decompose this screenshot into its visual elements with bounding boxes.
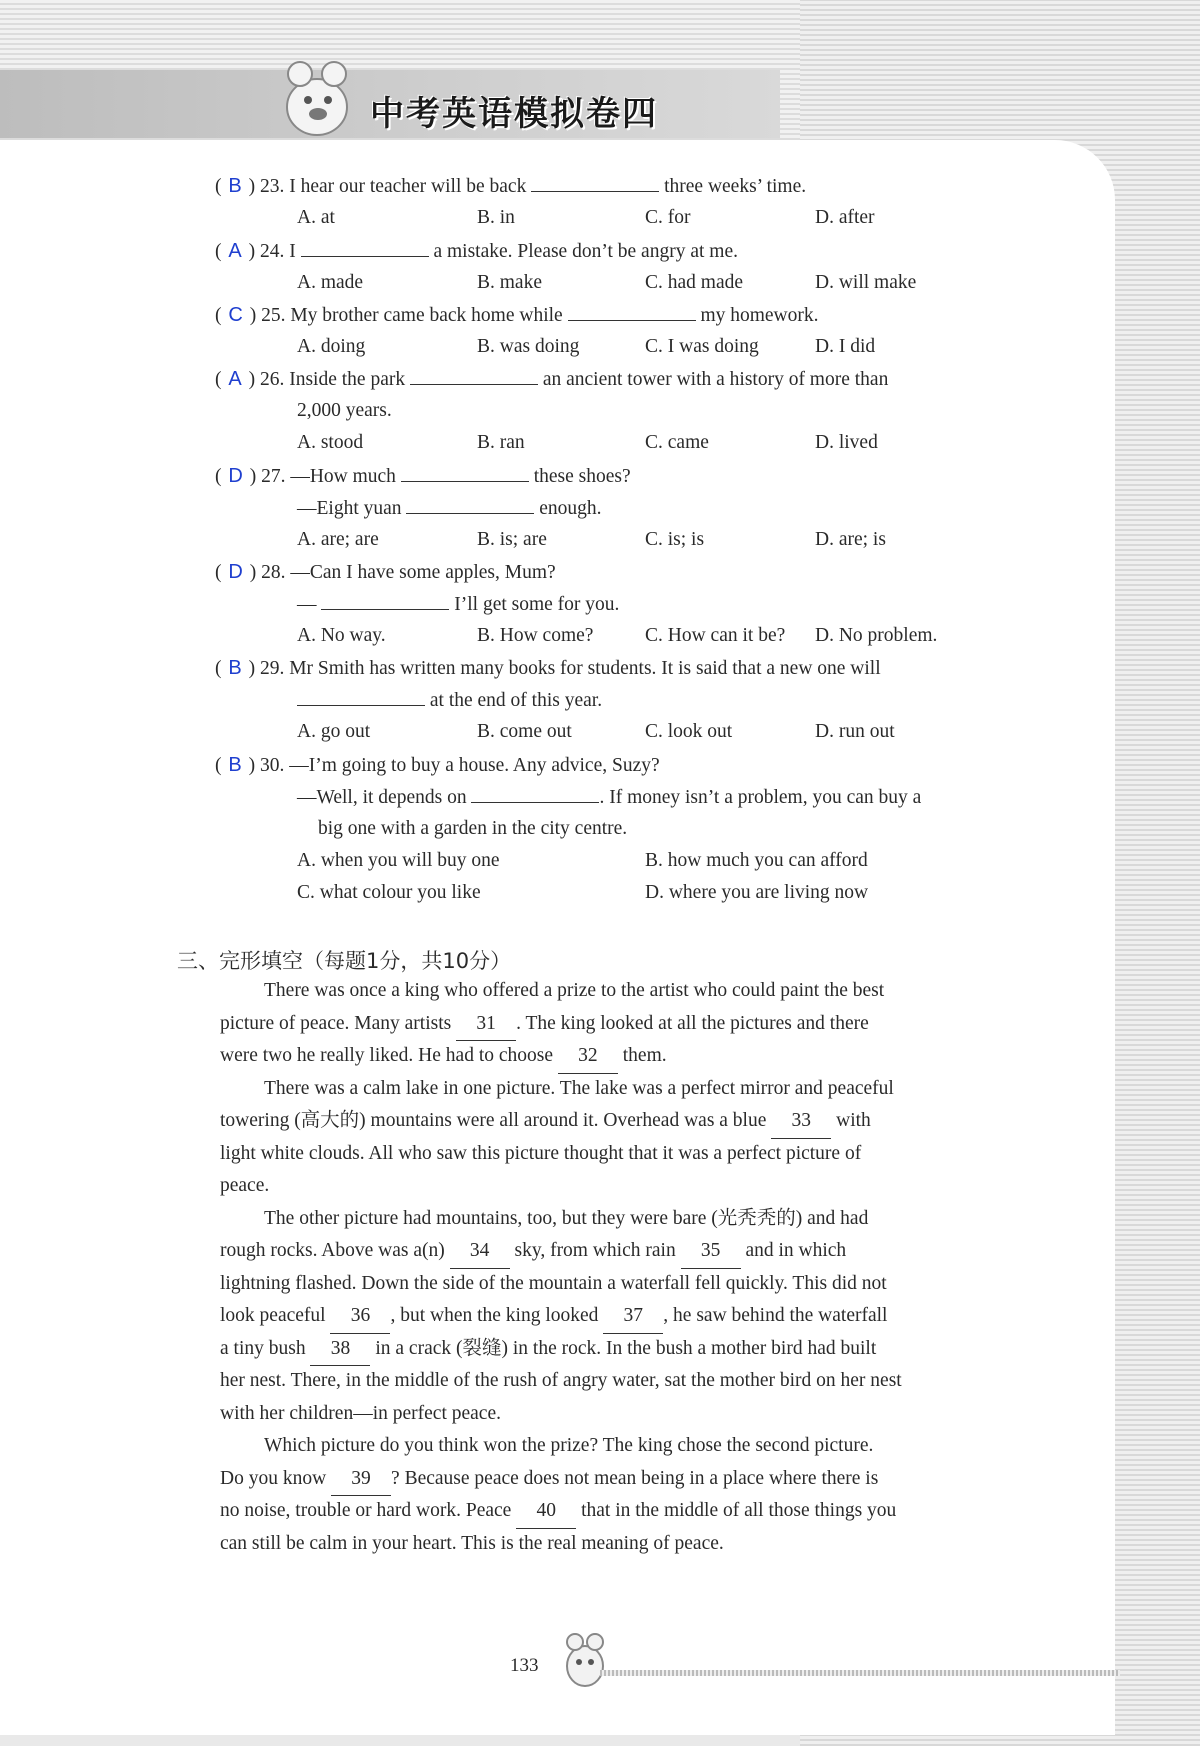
passage-line: Which picture do you think won the prize? The king chose the second picture. bbox=[264, 1435, 874, 1456]
option-d: D. run out bbox=[815, 721, 895, 742]
answer-mark: D bbox=[228, 465, 243, 487]
passage-line: There was once a king who offered a prize to the artist who could paint the best bbox=[264, 980, 885, 1001]
answer-mark: C bbox=[228, 304, 243, 326]
option-d: D. No problem. bbox=[815, 625, 938, 646]
passage-line: towering (高大的) mountains were all around it. Overhead was a blue 33 with bbox=[220, 1105, 995, 1138]
passage-line: peace. bbox=[220, 1175, 270, 1196]
question-line: 2,000 years. bbox=[297, 400, 392, 421]
passage-line: The other picture had mountains, too, but they were bare (光秃秃的) and had bbox=[264, 1207, 869, 1229]
question-line: —Eight yuan enough. bbox=[297, 498, 602, 519]
cloze-blank: 32 bbox=[558, 1040, 618, 1074]
question-stem: ( C ) 25. My brother came back home while my homework. bbox=[215, 304, 819, 326]
question-stem: ( B ) 29. Mr Smith has written many books for students. It is said that a new one will bbox=[215, 657, 881, 679]
passage-line: can still be calm in your heart. This is the real meaning of peace. bbox=[220, 1532, 724, 1554]
option-c: C. look out bbox=[645, 721, 733, 742]
option-d: D. where you are living now bbox=[645, 882, 869, 903]
question-stem: ( D ) 28. —Can I have some apples, Mum? bbox=[215, 561, 556, 583]
answer-blank bbox=[531, 175, 659, 192]
option-d: D. will make bbox=[815, 272, 917, 293]
option-c: C. for bbox=[645, 207, 691, 228]
option-a: A. stood bbox=[297, 432, 364, 453]
answer-mark: B bbox=[228, 175, 242, 197]
question-stem: ( B ) 23. I hear our teacher will be back three weeks’ time. bbox=[215, 175, 807, 197]
bear-mascot-icon bbox=[272, 52, 362, 142]
option-d: D. are; is bbox=[815, 529, 886, 550]
question-line: —Well, it depends on . If money isn’t a problem, you can buy a bbox=[297, 787, 922, 808]
passage-line: her nest. There, in the middle of the rush of angry water, sat the mother bird on her nest bbox=[220, 1370, 902, 1391]
bear-mascot-footer-icon bbox=[555, 1628, 615, 1693]
passage-line: a tiny bush 38 in a crack (裂缝) in the rock. In the bush a mother bird had built bbox=[220, 1333, 995, 1366]
option-a: A. at bbox=[297, 207, 335, 228]
option-b: B. make bbox=[477, 272, 542, 293]
cloze-blank: 39 bbox=[331, 1463, 391, 1497]
answer-mark: B bbox=[228, 754, 242, 776]
option-a: A. doing bbox=[297, 336, 366, 357]
answer-mark: B bbox=[228, 657, 242, 679]
passage-line: look peaceful 36 , but when the king looked 37 , he saw behind the waterfall bbox=[220, 1300, 995, 1333]
option-c: C. came bbox=[645, 432, 709, 453]
option-b: B. come out bbox=[477, 721, 572, 742]
option-a: A. are; are bbox=[297, 529, 379, 550]
answer-blank bbox=[321, 593, 449, 610]
cloze-blank: 35 bbox=[681, 1235, 741, 1269]
passage-line: light white clouds. All who saw this picture thought that it was a perfect picture of bbox=[220, 1142, 862, 1164]
option-c: C. what colour you like bbox=[297, 882, 481, 903]
answer-blank bbox=[410, 368, 538, 385]
option-d: D. after bbox=[815, 207, 875, 228]
option-b: B. was doing bbox=[477, 336, 580, 357]
question-stem: ( D ) 27. —How much these shoes? bbox=[215, 465, 631, 487]
question-stem: ( A ) 26. Inside the park an ancient tower with a history of more than bbox=[215, 368, 889, 390]
question-line: big one with a garden in the city centre. bbox=[318, 818, 628, 839]
cloze-blank: 36 bbox=[330, 1300, 390, 1334]
option-a: A. made bbox=[297, 272, 364, 293]
option-c: C. I was doing bbox=[645, 336, 759, 357]
passage-line: no noise, trouble or hard work. Peace 40 that in the middle of all those things you bbox=[220, 1495, 995, 1528]
passage-line: There was a calm lake in one picture. The lake was a perfect mirror and peaceful bbox=[264, 1077, 894, 1099]
question-line: — I’ll get some for you. bbox=[297, 594, 620, 615]
option-b: B. is; are bbox=[477, 529, 547, 550]
footer-rule bbox=[600, 1670, 1120, 1676]
option-a: A. go out bbox=[297, 721, 371, 742]
answer-mark: A bbox=[228, 240, 242, 262]
option-b: B. how much you can afford bbox=[645, 850, 868, 871]
cloze-blank: 34 bbox=[450, 1235, 510, 1269]
answer-blank bbox=[401, 465, 529, 482]
cloze-blank: 38 bbox=[310, 1333, 370, 1367]
option-b: B. ran bbox=[477, 432, 525, 453]
section-title: 三、完形填空（每题1分，共10分） bbox=[177, 949, 512, 973]
answer-blank bbox=[301, 240, 429, 257]
passage-line: with her children—in perfect peace. bbox=[220, 1402, 501, 1424]
answer-mark: D bbox=[228, 561, 243, 583]
option-c: C. How can it be? bbox=[645, 625, 786, 646]
answer-blank bbox=[568, 304, 696, 321]
question-stem: ( B ) 30. —I’m going to buy a house. Any advice, Suzy? bbox=[215, 754, 660, 776]
option-d: D. lived bbox=[815, 432, 878, 453]
option-b: B. in bbox=[477, 207, 515, 228]
option-b: B. How come? bbox=[477, 625, 594, 646]
cloze-blank: 40 bbox=[516, 1495, 576, 1529]
option-a: A. No way. bbox=[297, 625, 386, 646]
option-d: D. I did bbox=[815, 336, 876, 357]
passage-line: rough rocks. Above was a(n) 34 sky, from which rain 35 and in which bbox=[220, 1235, 995, 1268]
option-c: C. is; is bbox=[645, 529, 705, 550]
answer-blank bbox=[297, 689, 425, 706]
cloze-blank: 31 bbox=[456, 1008, 516, 1042]
passage-line: picture of peace. Many artists 31 . The king looked at all the pictures and there bbox=[220, 1008, 995, 1041]
passage-line: were two he really liked. He had to choose 32 them. bbox=[220, 1040, 995, 1073]
passage-line: Do you know 39 ? Because peace does not mean being in a place where there is bbox=[220, 1463, 995, 1496]
passage-line: lightning flashed. Down the side of the mountain a waterfall fell quickly. This did not bbox=[220, 1272, 887, 1294]
cloze-passage bbox=[220, 975, 995, 1560]
option-c: C. had made bbox=[645, 272, 744, 293]
question-line: at the end of this year. bbox=[297, 689, 602, 712]
cloze-blank: 33 bbox=[771, 1105, 831, 1139]
answer-blank bbox=[471, 786, 599, 803]
cloze-blank: 37 bbox=[603, 1300, 663, 1334]
page-title: 中考英语模拟卷四 bbox=[370, 94, 658, 134]
answer-blank bbox=[406, 497, 534, 514]
answer-mark: A bbox=[228, 368, 242, 390]
page-number: 133 bbox=[510, 1655, 539, 1676]
question-stem: ( A ) 24. I a mistake. Please don’t be angry at me. bbox=[215, 240, 738, 262]
option-a: A. when you will buy one bbox=[297, 850, 500, 871]
